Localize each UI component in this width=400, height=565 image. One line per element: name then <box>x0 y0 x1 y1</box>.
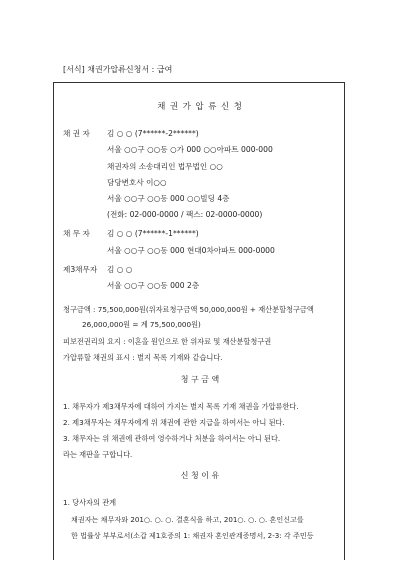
creditor-label: 채 권 자 <box>63 129 90 138</box>
claim-amount-line: 청구금액 : 75,500,000원(위자료청구금액 50,000,000원 + 재산분할청구금액 <box>63 305 314 314</box>
reason-line: 채권자는 채무자와 201○. ○. ○. 결혼식을 하고, 201○. ○. ○. 혼인신고를 <box>71 515 304 524</box>
reason-line: 한 법률상 부부로서(소갑 제1호증의 1: 채권자 혼인관계증명서, 2-3: 각 주민등 <box>71 531 314 540</box>
creditor-line: 서울 ○○구 ○○동 000 ○○빌딩 4층 <box>107 194 230 203</box>
debtor-line: 서울 ○○구 ○○동 000 현대0차아파트 000-0000 <box>107 246 275 255</box>
reason-subheading: 1. 당사자의 관계 <box>63 498 117 507</box>
preserved-right: 피보전권리의 요지 : 이혼을 원인으로 한 위자료 및 재산분할청구권 <box>63 337 272 346</box>
seized-claim: 가압류할 채권의 표시 : 별지 목록 기재와 같습니다. <box>63 353 223 362</box>
third-party-label: 제3채무자 <box>63 265 98 274</box>
creditor-line: 서울 ○○구 ○○동 ○가 000 ○○아파트 000-000 <box>107 145 273 154</box>
third-party-line: 서울 ○○구 ○○동 000 2층 <box>107 281 200 290</box>
creditor-line: 담당변호사 이○○ <box>107 178 167 187</box>
debtor-label: 채 무 자 <box>63 229 90 238</box>
creditor-line: (전화: 02-000-0000 / 팩스: 02-0000-0000) <box>107 210 263 219</box>
claim-item: 2. 제3채무자는 채무자에게 위 채권에 관한 지급을 하여서는 아니 된다. <box>63 418 285 427</box>
form-header: [서식] 채권가압류신청서 : 급여 <box>63 65 173 74</box>
claim-closing: 라는 재판을 구합니다. <box>63 450 133 459</box>
document-title: 채 권 가 압 류 신 청 <box>157 101 243 111</box>
debtor-line: 김 ○ ○ (7******-1******) <box>107 229 199 238</box>
claim-item: 3. 채무자는 위 채권에 관하여 영수하거나 처분을 하여서는 아니 된다. <box>63 434 281 443</box>
claim-amount-line: 26,000,000원 = 계 75,500,000원) <box>82 320 201 329</box>
creditor-line: 김 ○ ○ (7******-2******) <box>107 129 199 138</box>
section-heading: 신 청 이 유 <box>180 471 220 480</box>
creditor-line: 채권자의 소송대리인 법무법인 ○○ <box>107 162 223 171</box>
claim-item: 1. 채무자가 제3채무자에 대하여 가지는 별지 목록 기재 채권을 가압류한다. <box>63 402 299 411</box>
third-party-line: 김 ○ ○ <box>107 265 133 274</box>
section-heading: 청 구 금 액 <box>180 375 220 384</box>
